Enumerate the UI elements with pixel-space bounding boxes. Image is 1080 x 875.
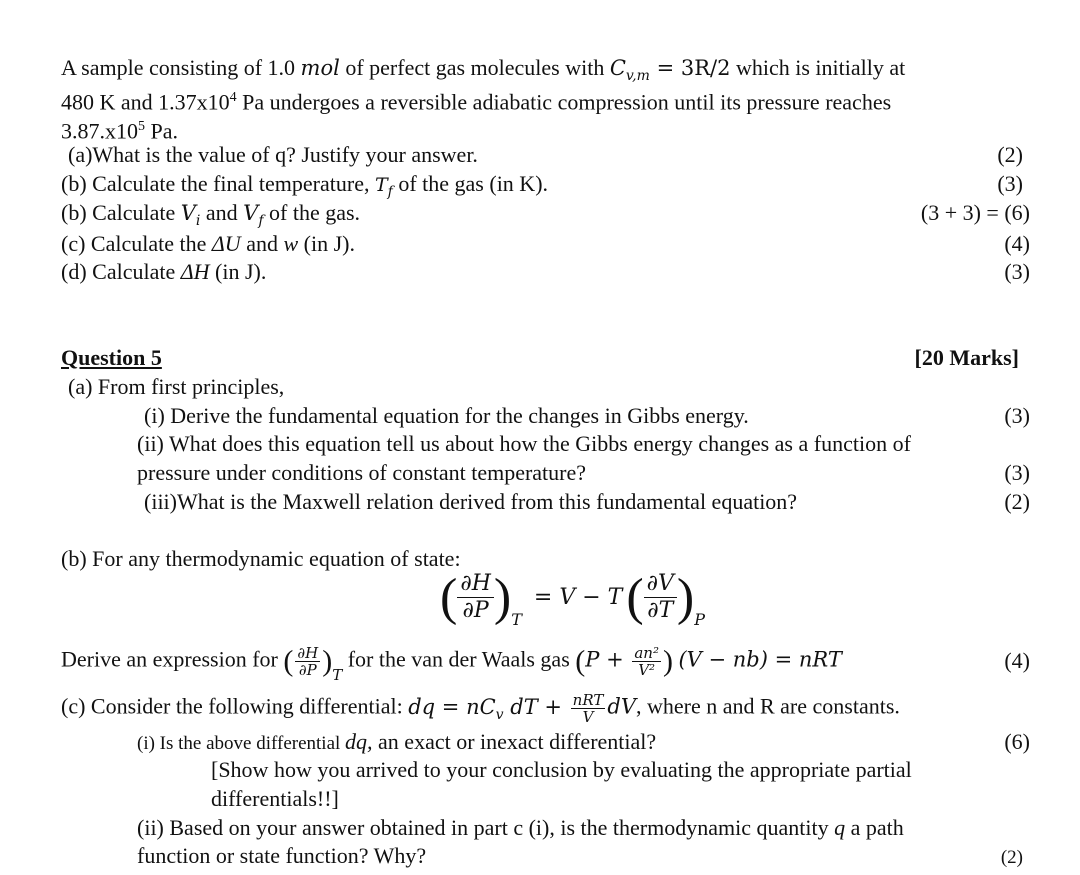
part-b1: (b) Calculate the final temperature, $T_f$ of the gas (in K).	[61, 171, 549, 200]
q5-c-i-marks: (6)	[1004, 729, 1030, 754]
part-c: (c) Calculate the ΔU and w (in J).	[61, 231, 355, 256]
q5-a-i: (i) Derive the fundamental equation for the changes in Gibbs energy.	[144, 403, 749, 428]
mol-unit: mol	[300, 56, 340, 80]
q5-c-i-note-line1: [Show how you arrived to your conclusion by evaluating the appropriate partial	[211, 757, 912, 782]
part-b2: (b) Calculate $V_i$ and $V_f$ of the gas.	[61, 200, 361, 230]
q5-c-ii-marks: (2)	[1000, 847, 1023, 868]
question5-total-marks: [20 Marks]	[914, 345, 1019, 370]
q5-c-intro: (c) Consider the following differential: dq = $nC_v$ dT + $\frac{\text{nRT}}{V}$ dV, where n and R are constants.	[61, 691, 900, 726]
q5-c-i: (i) Is the above differential dq, an exact or inexact differential?	[137, 729, 657, 754]
q5-a-ii-line1: (ii) What does this equation tell us about how the Gibbs energy changes as a function of	[137, 431, 911, 456]
q5-a-i-marks: (3)	[1004, 403, 1030, 428]
problem-intro-line-3: $3.87.x10^5$ Pa.	[61, 118, 178, 144]
problem-intro-line-2: 480 K and $1.37x10^4$ Pa undergoes a reversible adiabatic compression until its pressure reaches	[61, 89, 892, 115]
q5-a-ii-line2: pressure under conditions of constant temperature?	[137, 460, 587, 485]
problem-intro-line-1: A sample consisting of 1.0 mol of perfect gas molecules with $C_{v,m} = 3R/2$ which is initially at	[61, 55, 906, 85]
q5-b-intro: (b) For any thermodynamic equation of state:	[61, 546, 461, 571]
cvm-symbol: $C_{v,m} = 3R/2$	[609, 56, 731, 85]
part-a: (a)What is the value of q? Justify your answer.	[68, 142, 478, 167]
q5-a-intro: (a) From first principles,	[68, 374, 285, 399]
part-b2-marks: (3 + 3) = (6)	[920, 200, 1030, 225]
q5-c-ii-line1: (ii) Based on your answer obtained in part c (i), is the thermodynamic quantity q a path	[137, 815, 904, 840]
thermodynamic-equation: ( $\frac{\partial H}{\partial P}$ )$_T = V - T$ ( $\frac{\partial V}{\partial T}$ )$_P$	[440, 569, 705, 630]
q5-c-i-note-line2: differentials!!]	[211, 786, 339, 811]
q5-c-ii-line2: function or state function? Why?	[137, 843, 427, 868]
part-d-marks: (3)	[1004, 259, 1030, 284]
part-c-marks: (4)	[1004, 231, 1030, 256]
part-b1-marks: (3)	[997, 171, 1023, 196]
q5-a-iii-marks: (2)	[1004, 489, 1030, 514]
q5-b-derive: Derive an expression for ( $\frac{\partial H}{\partial P}$ )$_T$ for the van der Waals gas (P + $\frac{\text{an²}}{\text{V²}}$ ) (V − nb) = nRT	[61, 644, 842, 684]
part-a-marks: (2)	[997, 142, 1023, 167]
q5-a-ii-marks: (3)	[1004, 460, 1030, 485]
part-d: (d) Calculate ΔH (in J).	[61, 259, 267, 284]
q5-a-iii: (iii)What is the Maxwell relation derived from this fundamental equation?	[144, 489, 798, 514]
question5-title: Question 5	[61, 345, 162, 370]
q5-b-marks: (4)	[1004, 648, 1030, 673]
